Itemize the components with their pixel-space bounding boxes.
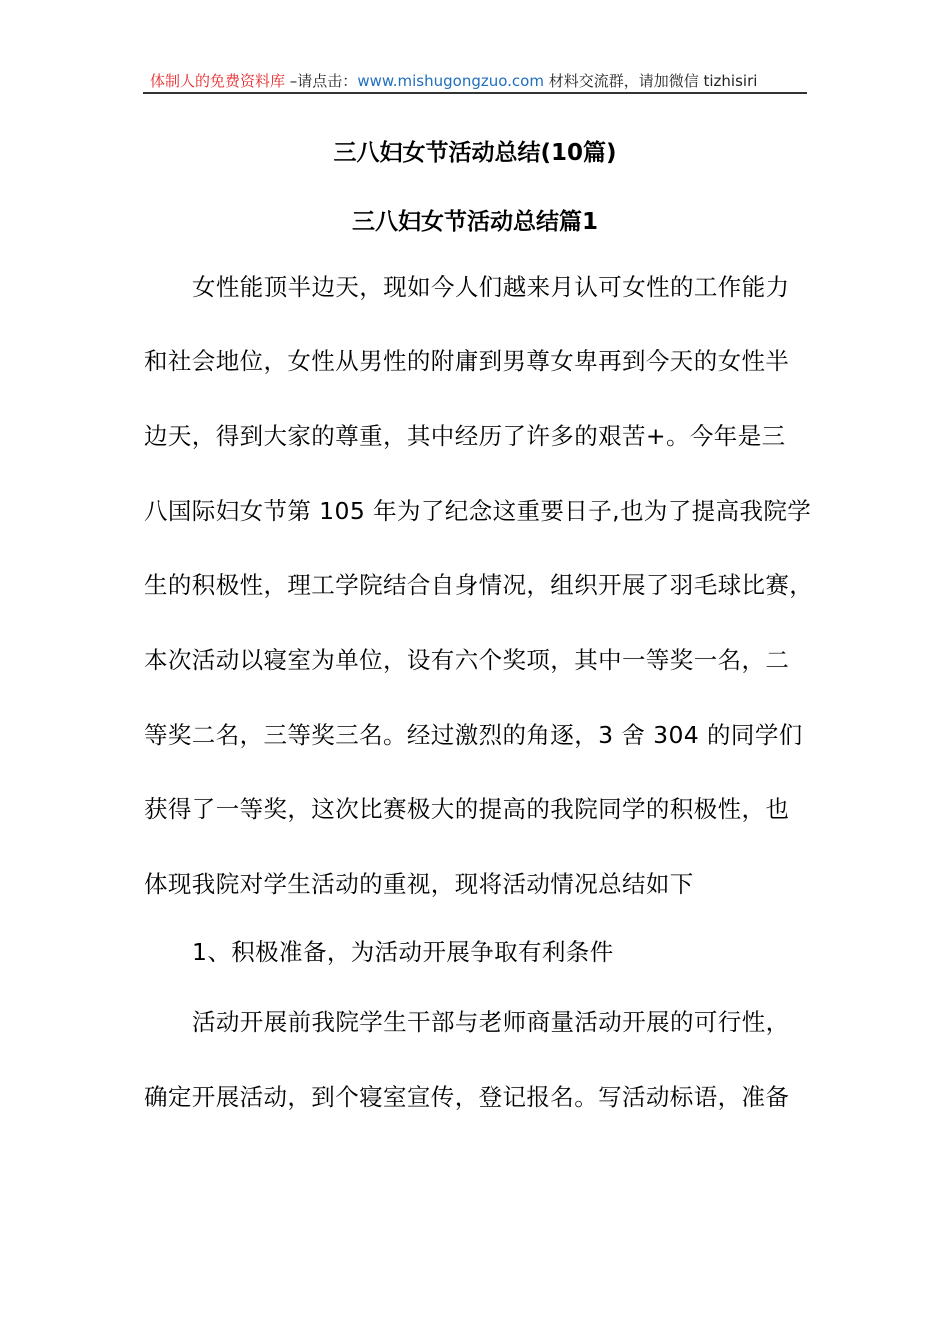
paragraph-line: 本次活动以寝室为单位，设有六个奖项，其中一等奖一名，二: [144, 646, 790, 674]
header-prompt: –请点击：: [289, 72, 358, 90]
header-url-link[interactable]: www.mishugongzuo.com: [357, 72, 544, 90]
document-title: 三八妇女节活动总结(10篇): [333, 140, 617, 166]
page-header: [150, 70, 757, 91]
section-title: 三八妇女节活动总结篇1: [351, 209, 598, 235]
paragraph-line: 活动开展前我院学生干部与老师商量活动开展的可行性，: [192, 1008, 790, 1036]
paragraph-line: 生的积极性，理工学院结合自身情况，组织开展了羽毛球比赛，: [144, 571, 814, 599]
paragraph-line: 八国际妇女节第 105 年为了纪念这重要日子,也为了提高我院学: [144, 497, 812, 525]
paragraph-line: 体现我院对学生活动的重视，现将活动情况总结如下: [144, 870, 694, 898]
header-brand: 体制人的免费资料库: [150, 72, 286, 90]
paragraph-line: 获得了一等奖，这次比赛极大的提高的我院同学的积极性，也: [144, 795, 790, 823]
paragraph-line: 等奖二名，三等奖三名。经过激烈的角逐，3 舍 304 的同学们: [144, 721, 803, 749]
header-note: 材料交流群，请加微信 tizhisiri: [548, 72, 758, 90]
paragraph-line: 和社会地位，女性从男性的附庸到男尊女卑再到今天的女性半: [144, 347, 790, 375]
paragraph-line: 边天，得到大家的尊重，其中经历了许多的艰苦+。今年是三: [144, 422, 786, 450]
paragraph-line: 确定开展活动，到个寝室宣传，登记报名。写活动标语，准备: [144, 1083, 790, 1111]
paragraph-line: 女性能顶半边天，现如今人们越来月认可女性的工作能力: [192, 273, 790, 301]
header-divider: [143, 92, 807, 94]
section-heading: 1、积极准备，为活动开展争取有利条件: [192, 938, 614, 966]
